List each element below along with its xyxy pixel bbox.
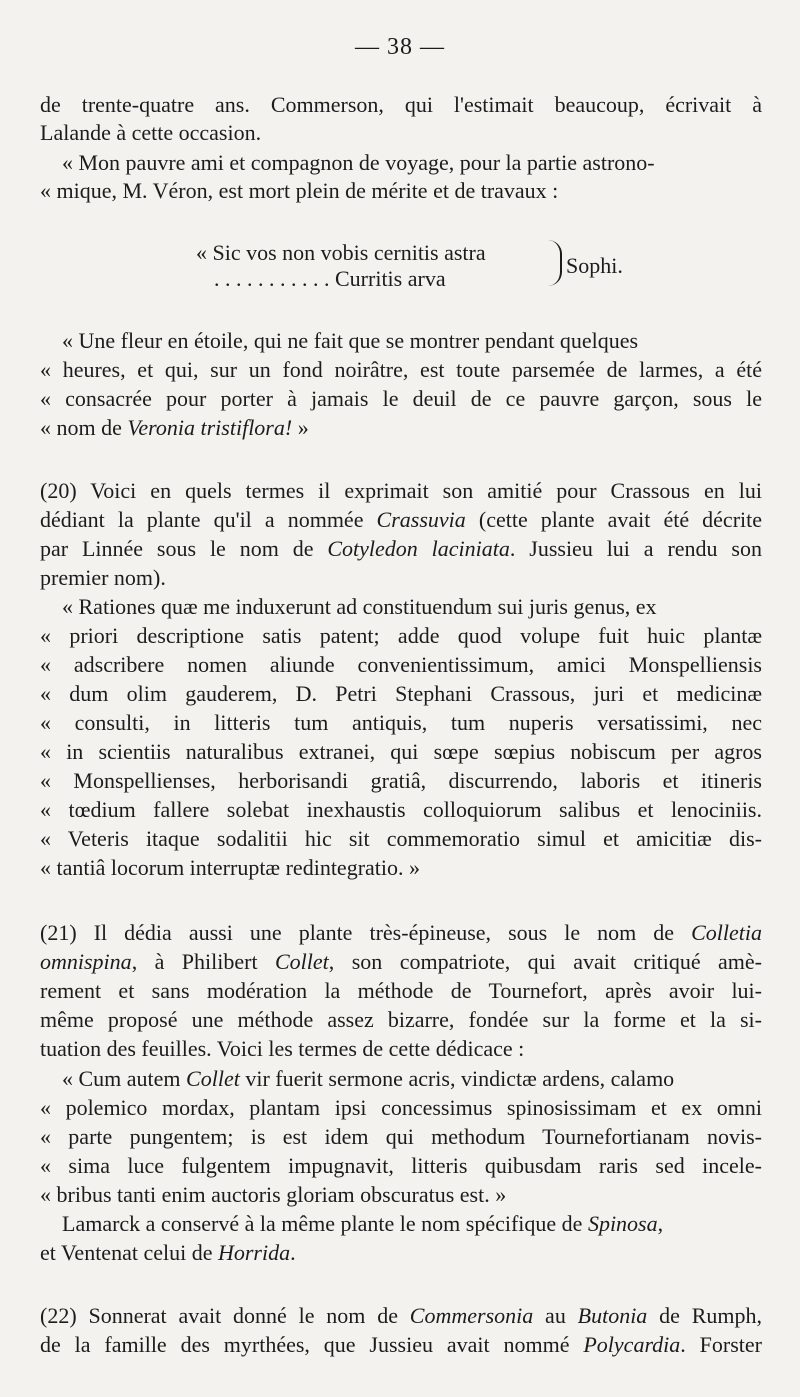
text-line: premier nom). xyxy=(40,565,166,590)
page-number: — 38 — xyxy=(355,34,445,60)
person-name: Collet xyxy=(275,949,329,974)
text-line: « Monspellienses, herborisandi gratiâ, discurrendo, laboris et itineris xyxy=(40,768,762,793)
species-name: Spinosa xyxy=(587,1211,658,1236)
text-line: « nom de Veronia tristiflora! » xyxy=(40,415,309,440)
species-name: omnispina xyxy=(40,949,132,974)
text-line: « Rationes quæ me induxerunt ad constituendum sui juris genus, ex xyxy=(62,594,657,619)
text-line: « Cum autem Collet vir fuerit sermone acris, vindictæ ardens, calamo xyxy=(62,1066,675,1091)
text-line: rement et sans modération la méthode de Tournefort, après avoir lui- xyxy=(40,978,762,1003)
text-line: « mique, M. Véron, est mort plein de mérite et de travaux : xyxy=(40,178,559,203)
text-line: « tœdium fallere solebat inexhaustis colloquiorum salibus et lenociniis. xyxy=(40,797,762,822)
text-line: « dum olim gauderem, D. Petri Stephani Crassous, juri et medicinæ xyxy=(40,681,762,706)
text-line: « sima luce fulgentem impugnavit, litteris quibusdam raris sed incele- xyxy=(40,1153,762,1178)
text-line: « consacrée pour porter à jamais le deuil de ce pauvre garçon, sous le xyxy=(40,386,762,411)
species-name: Polycardia xyxy=(583,1332,681,1357)
text-line: (21) Il dédia aussi une plante très-épineuse, sous le nom de Colletia xyxy=(40,920,762,945)
text-line: « polemico mordax, plantam ipsi concessimus spinosissimam et ex omni xyxy=(40,1095,762,1120)
text-line: dédiant la plante qu'il a nommée Crassuvia (cette plante avait été décrite xyxy=(40,507,763,532)
text-line: « consulti, in litteris tum antiquis, tum nuperis versatissimi, nec xyxy=(40,710,762,735)
text-line: « tantiâ locorum interruptæ redintegratio. » xyxy=(40,855,421,880)
text-line: « bribus tanti enim auctoris gloriam obscuratus est. » xyxy=(40,1182,507,1207)
species-name: Veronia tristiflora! xyxy=(127,415,293,440)
species-name: Cotyledon laciniata xyxy=(327,536,510,561)
text-line: « heures, et qui, sur un fond noirâtre, est toute parsemée de larmes, a été xyxy=(40,357,762,382)
species-name: Horrida xyxy=(217,1240,291,1265)
text-line: « adscribere nomen aliunde convenientissimum, amici Monspelliensis xyxy=(40,652,762,677)
text-line: de trente-quatre ans. Commerson, qui l'estimait beaucoup, écrivait à xyxy=(40,92,762,117)
text-line: (20) Voici en quels termes il exprimait son amitié pour Crassous en lui xyxy=(40,478,762,503)
verse-line-2: . . . . . . . . . . . Curritis arva xyxy=(214,266,446,291)
text-line: par Linnée sous le nom de Cotyledon laciniata. Jussieu lui a rendu son xyxy=(40,536,762,561)
text-line: « parte pungentem; is est idem qui methodum Tournefortianam novis- xyxy=(40,1124,762,1149)
text-line: « in scientiis naturalibus extranei, qui sœpe sœpius nobiscum per agros xyxy=(40,739,762,764)
text-line: Lalande à cette occasion. xyxy=(40,120,262,145)
species-name: Crassuvia xyxy=(376,507,466,532)
species-name: Colletia xyxy=(691,920,762,945)
text-line: « Mon pauvre ami et compagnon de voyage, pour la partie astrono- xyxy=(62,150,655,175)
verse-brace xyxy=(548,240,562,286)
species-name: Butonia xyxy=(577,1303,648,1328)
text-line: « Veteris itaque sodalitii hic sit commemoratio simul et amicitiæ dis- xyxy=(40,826,762,851)
text-line: omnispina, à Philibert Collet, son compatriote, qui avait critiqué amè- xyxy=(40,949,762,974)
text-line: même proposé une méthode assez bizarre, fondée sur la forme et la si- xyxy=(40,1007,762,1032)
text-line: « priori descriptione satis patent; adde quod volupe fuit huic plantæ xyxy=(40,623,762,648)
verse-line-1: « Sic vos non vobis cernitis astra xyxy=(196,240,486,265)
text-line: « Une fleur en étoile, qui ne fait que se montrer pendant quelques xyxy=(62,328,639,353)
person-name: Collet xyxy=(186,1066,240,1091)
text-line: de la famille des myrthées, que Jussieu avait nommé Polycardia. Forster xyxy=(40,1332,762,1357)
text-line: Lamarck a conservé à la même plante le nom spécifique de Spinosa, xyxy=(62,1211,664,1236)
species-name: Commersonia xyxy=(409,1303,534,1328)
text-line: et Ventenat celui de Horrida. xyxy=(40,1240,296,1265)
text-line: tuation des feuilles. Voici les termes de cette dédicace : xyxy=(40,1036,525,1061)
text-line: (22) Sonnerat avait donné le nom de Commersonia au Butonia de Rumph, xyxy=(40,1303,762,1328)
verse-attribution: Sophi. xyxy=(566,253,623,278)
